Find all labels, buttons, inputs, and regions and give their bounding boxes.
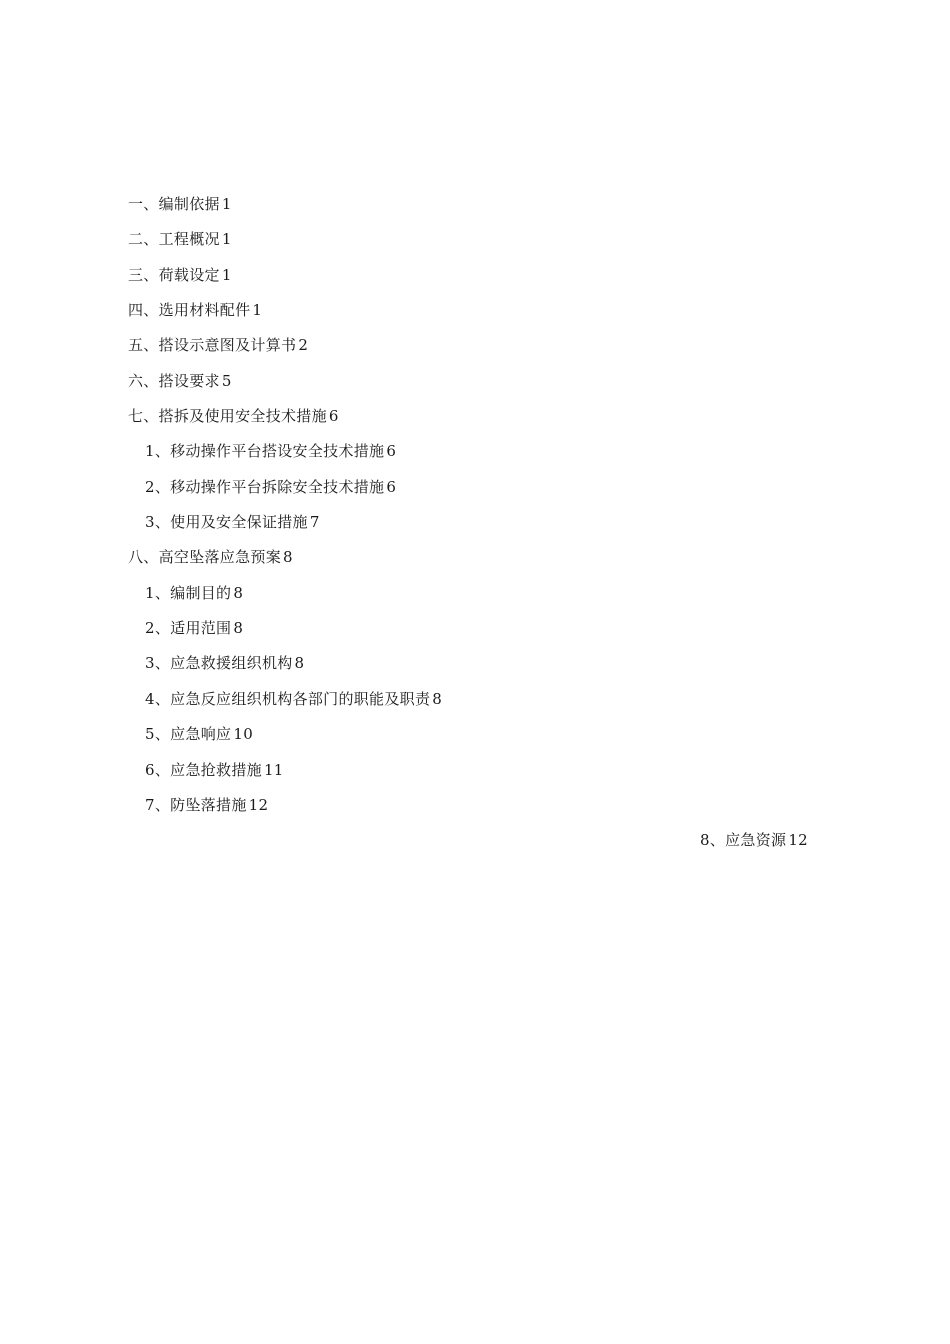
toc-entry-title: 3、使用及安全保证措施 bbox=[145, 513, 308, 532]
toc-entry-title: 3、应急救援组织机构 bbox=[145, 654, 293, 673]
toc-entry-8-7[interactable] bbox=[128, 794, 828, 829]
toc-entry-title: 1、编制目的 bbox=[145, 583, 232, 602]
toc-entry-8-6[interactable] bbox=[128, 759, 828, 794]
table-of-contents bbox=[128, 193, 828, 865]
toc-entry-page: 8 bbox=[233, 619, 244, 638]
toc-entry-2[interactable] bbox=[128, 228, 828, 263]
toc-entry-7-3[interactable] bbox=[128, 511, 828, 546]
toc-entry-1[interactable] bbox=[128, 193, 828, 228]
toc-entry-page: 12 bbox=[248, 795, 269, 814]
toc-entry-page: 8 bbox=[233, 583, 244, 602]
toc-entry-title: 七、搭拆及使用安全技术措施 bbox=[128, 407, 327, 426]
toc-entry-title: 4、应急反应组织机构各部门的职能及职责 bbox=[145, 689, 431, 708]
toc-entry-title: 2、适用范围 bbox=[145, 619, 232, 638]
toc-entry-7-1[interactable] bbox=[128, 440, 828, 475]
toc-entry-title: 5、应急响应 bbox=[145, 725, 232, 744]
toc-entry-page: 6 bbox=[328, 407, 339, 426]
toc-entry-title: 7、防坠落措施 bbox=[145, 795, 247, 814]
toc-entry-8-2[interactable] bbox=[128, 617, 828, 652]
toc-entry-title: 1、移动操作平台搭设安全技术措施 bbox=[145, 442, 385, 461]
toc-entry-page: 1 bbox=[252, 301, 263, 320]
toc-entry-7-2[interactable] bbox=[128, 476, 828, 511]
toc-entry-page: 6 bbox=[386, 442, 397, 461]
toc-entry-title: 二、工程概况 bbox=[128, 230, 220, 249]
toc-entry-8-3[interactable] bbox=[128, 652, 828, 687]
toc-entry-8[interactable] bbox=[128, 546, 828, 581]
toc-entry-title: 8、应急资源 bbox=[699, 831, 787, 850]
toc-entry-page: 1 bbox=[221, 230, 232, 249]
toc-entry-8-8[interactable] bbox=[128, 829, 828, 864]
toc-entry-title: 六、搭设要求 bbox=[128, 371, 220, 390]
toc-entry-8-1[interactable] bbox=[128, 582, 828, 617]
toc-entry-page: 2 bbox=[298, 336, 309, 355]
toc-entry-page: 5 bbox=[221, 371, 232, 390]
toc-entry-page: 12 bbox=[788, 831, 808, 850]
toc-entry-4[interactable] bbox=[128, 299, 828, 334]
toc-entry-page: 8 bbox=[283, 548, 293, 567]
toc-entry-5[interactable] bbox=[128, 334, 828, 369]
toc-entry-title: 五、搭设示意图及计算书 bbox=[128, 336, 297, 355]
toc-entry-page: 8 bbox=[294, 654, 305, 673]
toc-entry-title: 八、高空坠落应急预案 bbox=[128, 548, 282, 567]
toc-entry-8-5[interactable] bbox=[128, 723, 828, 758]
toc-entry-3[interactable] bbox=[128, 264, 828, 299]
toc-entry-page: 8 bbox=[432, 689, 443, 708]
toc-entry-8-4[interactable] bbox=[128, 688, 828, 723]
toc-entry-page: 6 bbox=[386, 477, 397, 496]
toc-entry-6[interactable] bbox=[128, 370, 828, 405]
toc-entry-title: 四、选用材料配件 bbox=[128, 301, 251, 320]
toc-entry-page: 7 bbox=[309, 513, 320, 532]
toc-entry-page: 10 bbox=[233, 725, 254, 744]
toc-entry-7[interactable] bbox=[128, 405, 828, 440]
toc-entry-title: 三、荷载设定 bbox=[128, 265, 220, 284]
toc-entry-page: 1 bbox=[221, 265, 232, 284]
toc-entry-page: 1 bbox=[221, 195, 232, 213]
toc-entry-title: 6、应急抢救措施 bbox=[145, 760, 262, 779]
toc-entry-title: 2、移动操作平台拆除安全技术措施 bbox=[145, 477, 385, 496]
toc-entry-page: 11 bbox=[263, 760, 284, 779]
toc-entry-title: 一、编制依据 bbox=[128, 195, 220, 213]
